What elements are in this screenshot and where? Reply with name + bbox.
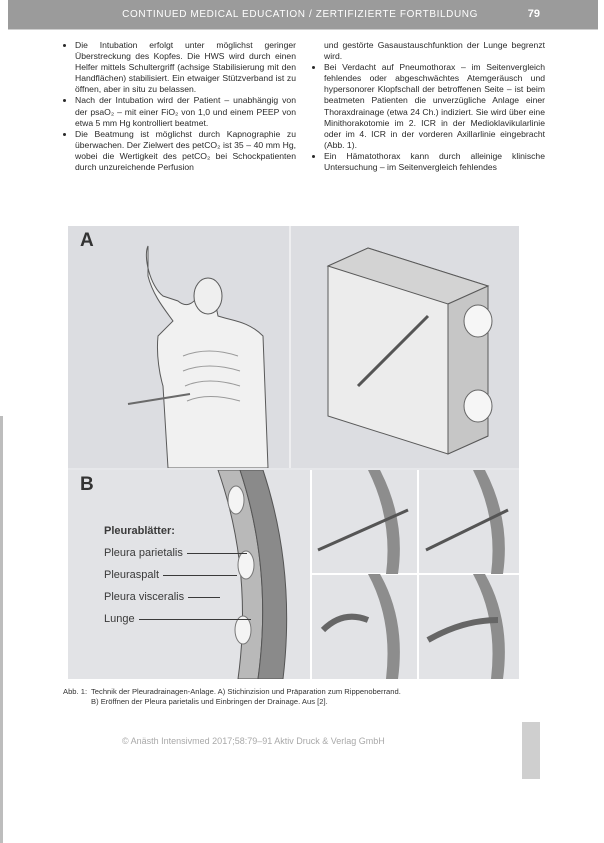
figure-caption (63, 687, 401, 706)
left-column (64, 40, 296, 173)
margin-tab (522, 722, 540, 779)
legend-item: Pleuraspalt (104, 564, 251, 586)
page-number: 79 (527, 8, 540, 20)
legend-item: Lunge (104, 608, 251, 630)
panel-label-a: A (80, 230, 94, 251)
bullet-pneumothorax: • Bei Verdacht auf Pneumothorax – im Seitenvergleich fehlendes oder abgeschwächtes Atemgeräusch und hypersonorer Klopfschall der betroffenen Seite – ist beim beatmeten Patienten die unverzügliche Anlage einer Thoraxdrainage (etwa 24 Ch.) indiziert. Sie wird über eine Minithorakotomie im 2. ICR in der Medioklavikularlinie oder im 4. ICR in der vorderen Axillarlinie eingebracht (Abb. 1). (324, 62, 545, 151)
panel-a (68, 226, 519, 468)
caption-number: Abb. 1: (63, 687, 88, 696)
figure-chest-drain (68, 226, 519, 679)
panel-label-b: B (80, 474, 94, 495)
legend-title: Pleurablätter: (104, 525, 175, 537)
journal-section: CONTINUED MEDICAL EDUCATION / ZERTIFIZIERTE FORTBILDUNG (122, 9, 478, 20)
right-column (313, 40, 545, 173)
caption-line-2: B) Eröffnen der Pleura parietalis und Einbringen der Drainage. Aus [2]. (91, 696, 328, 706)
bullet-haemothorax: • Ein Hämatothorax kann durch alleinige klinische Untersuchung – im Seitenvergleich fehlendes (324, 151, 545, 173)
panel-a-illustration (68, 226, 519, 468)
bullet-intubation: • Die Intubation erfolgt unter möglichst geringer Überstreckung des Kopfes. Die HWS wird durch einen Helfer mittels Schultergriff (achsige Stabilisierung mit den Handflächen) stabilisiert. Ein etwaiger Stützverband ist zu öffnen, aber in situ zu belassen. (75, 40, 296, 95)
caption-line-1: Technik der Pleuradrainagen-Anlage. A) Stichinzision und Präparation zum Rippenoberrand. (91, 687, 401, 696)
continued-text: und gestörte Gasaustauschfunktion der Lunge begrenzt wird. (324, 40, 545, 62)
running-header (8, 0, 598, 29)
header-rule (8, 29, 598, 30)
side-edge-bar (0, 416, 3, 843)
pleura-legend (104, 520, 251, 630)
bullet-ventilation: • Nach der Intubation wird der Patient – unabhängig von der psaO₂ – mit einer FiO₂ von 1,0 und einem PEEP von etwa 5 mm Hg kontrolliert beatmet. (75, 95, 296, 128)
legend-item: Pleura parietalis (104, 542, 251, 564)
bullet-capnography: • Die Beatmung ist möglichst durch Kapnographie zu überwachen. Der Zielwert des petCO₂ ist 35 – 40 mm Hg, wobei die Wertigkeit des petCO₂ bei Schockpatienten durch unzureichende Perfusion (75, 129, 296, 173)
legend-item: Pleura visceralis (104, 586, 251, 608)
page-footer: © Anästh Intensivmed 2017;58:79–91 Aktiv Druck & Verlag GmbH (122, 736, 385, 746)
